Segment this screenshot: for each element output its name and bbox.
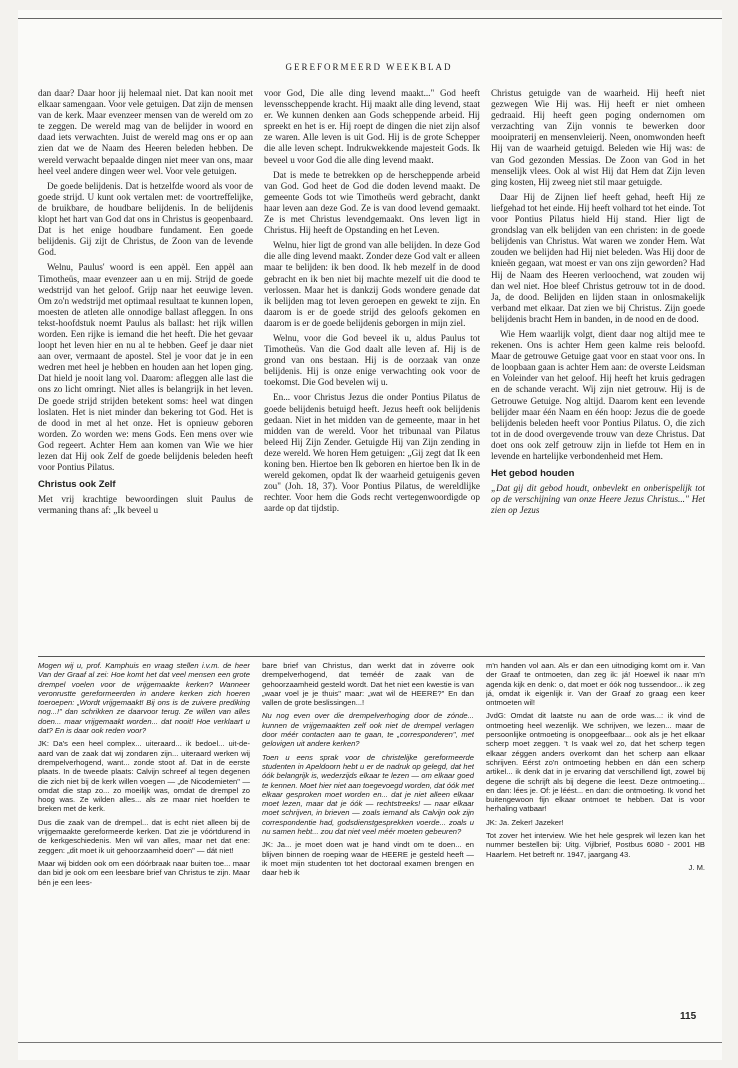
interview-answer: bare brief van Christus, dan werkt dat in zóverre ook drempelverhogend, dat teméér de zaak van de gehoorzaamheid gesteld wordt. Dat het niet een kwestie is van „waar voel je je thuis" maar: „wat wil de HEERE?" En dan vallen de grote beslissingen...! [262,661,474,708]
interview-answer: JvdG: Omdat dit laatste nu aan de orde was...: ik vind de ontmoeting heel wezenlijk. We schrijven, we lezen... maar de persoonlijke ontmoeting is onopgeefbaar... ook als je het elkaar scherp moet zeggen. 't Is vaak wel zo, dat het scherp tegen elkaar zéggen anders overkomt dan het scherp aan elkaar schrijven. Eérst zo'n ontmoeting hebben en dán een scherp artikel... ik denk dat in je ervaring dat verschillend ligt, zowel bij degene die schrijft als bij degene die leest. Deze ontmoeting... en dan: lées je. Of: je léést... en dan: die ontmoeting. Ik vond het buitengewoon fijn elkaar ontmoet te hebben. Dat is voor herhaling vatbaar! [486,711,705,814]
paragraph: „Dat gij dit gebod houdt, onbevlekt en onberispelijk tot op de verschijning van onze Heere Jezus Christus..." Het zien op Jezus [491,483,705,516]
paragraph: Dat is mede te betrekken op de herscheppende arbeid van God. God heet de God die doden levend maakt. De gemeente Gods tot wie Timotheüs werd gebracht, dankt haar leven aan deze God. Ze is van dood levend gemaakt. Ze is met Christus levendgemaakt. Ons leven ligt in Christus. Hij heeft de Opstanding en het Leven. [264,169,480,236]
paragraph: De goede belijdenis. Dat is hetzelfde woord als voor de goede strijd. U kunt ook vertalen met: de voortreffelijke, de bruikbare, de houdbare belijdenis. In de belijdenis klopt het hart van God dat ons in Christus is geopenbaard. Dat is het enige houdbare fundament. Een goede belijdenis. Gij zijt de Christus, de Zoon van de levende God. [38,180,253,258]
interview-column-3 [486,661,705,991]
article-column-1 [38,88,253,652]
author-signature: J. M. [688,862,705,872]
section-heading: Het gebod houden [491,468,575,480]
interview-answer: m'n handen vol aan. Als er dan een uitnodiging komt om ir. Van der Graaf te ontmoeten, dan zeg ik: já! Hoewel ik naar m'n agenda kijk en denk: o, dat moet er óók nog tussendoor... ik zeg já, omdat ik eigenlijk ir. Van der Graaf zo graag een keer ontmoeten wil! [486,661,705,708]
paragraph: Welnu, Paulus' woord is een appèl. Een appèl aan Timotheüs, maar evenzeer aan u en mij. Strijd de goede wedstrijd van het geloof. Grijp naar het eeuwige leven. Om zo'n wedstrijd met optimaal resultaat te kunnen lopen, moesten de atleten alle onnodige ballast afleggen. In ons tekst-hoofdstuk noemt Paulus als ballast: het rijk willen worden. Een rijke is iemand die het heeft. Die het gevaar loopt het leven hier en nu al te hebben. Geef je daar niet aan over, vermaant de apostel. Stel je voor dat je in een wedren met heel je hebben en houden aan het lopen ging. Dat hield je nooit lang vol. Daarom: afleggen alle last die ons zo licht omringt. Niet alles is belangrijk in het leven. De goede strijd strijden betekent soms: heel wat dingen loslaten. Het is niet minder dan bekering tot God. Het is de dood in met al het onze. Het is opnieuw geboren worden. Zo worden we: mens Gods. Een mens over wie God regeert. Achter Hem aan komen van Wie we hier lezen dat Hij ook Zelf de goede belijdenis beleden heeft voor Pontius Pilatus. [38,262,253,473]
interview-column-1 [38,661,250,1046]
interview-question: Toen u eens sprak voor de christelijke gereformeerde studenten in Apeldoorn hebt u er de nadruk op gelegd, dat het óók belangrijk is, wederzijds elkaar te lezen — om elkaar goed te kennen. Moet hier niet aan toegevoegd worden, dat óók met elkaar gesproken moet worden en... dat je niet alleen elkaar moet lezen, maar dat je óók — rechtstreeks! — naar elkaar moet schrijven, in brieven — zoals iemand als Calvijn ook zijn correspondentie had, godsdienstgesprekken voerde... zoals u nu samen hebt... zou dat niet veel méér moeten gebeuren? [262,752,474,837]
paragraph: Welnu, hier ligt de grond van alle belijden. In deze God die alle ding levend maakt. Zonder deze God valt er alleen maar te belijden: ik ben dood. Ik heb mezelf in de dood gebracht en ik ben niet bij machte mezelf uit die dood te verlossen. Maar het is dankzij Gods wondere genade dat ik belijden mag tot leven geroepen en gewekt te zijn. En daarom is er de goede strijd des geloofs gekomen en daarom is er de goede belijdenis geborgen in mijn ziel. [264,240,480,328]
interview-answer: JK: Da's een heel complex... uiteraard... ik bedoel... uit-de-aard van de zaak dat wij zondaren zijn... uiteraard werken wij drempelverhogend, want... zonde stoot af. Dat in de eerste plaats. In de tweede plaats: Calvijn schreef al tegen degenen die zich niet bij de kerk willen voegen — „de Nicodemieten" — omdat die stap zo... zo moeilijk was, omdat de drempel zo hoog was. Ze wilden alles... als ze maar niet hoefden te breken met de kerk. [38,739,250,814]
interview-question: Mogen wij u, prof. Kamphuis en vraag stellen i.v.m. de heer Van der Graaf al zei: Hoe komt het dat veel mensen een grote drempel voelen voor de vrijgemaakte kerken? Wanneer veronrustte gereformeerden in andere kerken zich hoeren toeroepen: „Wordt vrijgemaakt! Bij ons is de zuivere prediking nog...!" dan schrikken ze daarvoor terug. Ze willen van alles doen... maar vrijgemaakt worden... dat nooit! Hoe verklaart u dat? En is daar ook reden voor? [38,661,250,736]
interview-answer: JK: Ja... je moet doen wat je hand vindt om te doen... en blijven binnen de roeping waar de HEERE je gesteld heeft — ik moet mijn studenten tot het doctoraal examen brengen en daar heb ik [262,840,474,878]
interview-answer: Maar wij bidden ook om een dóórbraak naar buiten toe... maar dan bid je ook om een leesbare brief van Christus te zijn. Maar bén je een lees- [38,858,250,887]
paragraph: En... voor Christus Jezus die onder Pontius Pilatus de goede belijdenis betuigd heeft. Jezus heeft ook belijdenis gedaan. Niet in het midden van de gemeente, maar in het midden van de wereld. Voor het tribunaal van Pilatus beleed Hij Zijn Zender. Getuigde Hij van Zijn zending in deze wereld. We horen Hem getuigen: „Gij zegt dat Ik een koning ben. Hiertoe ben Ik geboren en hiertoe ben Ik in de wereld gekomen, opdat Ik der waarheid getuigenis geven zou" (Joh. 18, 37). Voor Pontius Pilatus, de wereldlijke rechter. Voor hem die Gods recht vertegenwoordigde op aarde op dat tijdstip. [264,392,480,514]
article-column-3 [491,88,705,652]
interview-question: Nu nog even over die drempelverhoging door de zónde... kunnen de vrijgemaakten zelf ook niet de drempel verlagen door méér contacten aan te gaan, te „corresponderen", met gelovigen uit andere kerken? [262,711,474,749]
masthead: GEREFORMEERD WEEKBLAD [285,62,453,72]
interview-closing: Tot zover het interview. Wie het hele gesprek wil lezen kan het nummer bestellen bij: Uitg. Vijlbrief, Postbus 6080 - 2001 HB Haarlem. Het betreft nr. 1947, jaargang 43. [486,831,705,859]
paragraph: dan daar? Daar hoor jij helemaal niet. Dat kan nooit met elkaar samengaan. Voor vele getuigen. Dat zijn de mensen van de kerk. Maar evenzeer mensen van de wereld om zo te zeggen. De wereld mag van de belijder in woord en daad iets verwachten. Juist de wereld mag ons er op aan zien dat we de Naam des Heeren beleden hebben. De wereld verwacht bepaalde dingen niet meer van ons, maar heel veel andere dingen weer wel. Voor vele getuigen. [38,88,253,176]
section-divider [38,656,705,657]
interview-answer: Dus die zaak van de drempel... dat is echt niet alleen bij de vrijgemaakte gereformeerde kerken. Dat zie je vóórtdurend in de kerkgeschiedenis. Men wil van alles, maar net dat ene: zeggen: „dit moet ik uit gehoorzaamheid doen" — dát niet! [38,817,250,855]
paragraph: Welnu, voor die God beveel ik u, aldus Paulus tot Timotheüs. Van die God daalt alle leven af. Hij is de grond van ons bestaan. Hij is de oorzaak van onze belijdenis. Hij is onze enige verwachting ook voor de toekomst. Die God bevelen wij u. [264,332,480,388]
paragraph: Met vrij krachtige bewoordingen sluit Paulus de vermaning thans af: „Ik beveel u [38,494,253,516]
paragraph: voor God, Die alle ding levend maakt..." God heeft levensscheppende kracht. Hij maakt alle ding levend, staat er. We kunnen denken aan Gods scheppende arbeid. Hij spreekt en het is er. Hij roept de dingen die niet zijn alsof ze waren. Alle leven is uit God. Hij is de grote Schepper die alle leven schept. Indrukwekkende majesteit Gods. Ik beveel u voor God die alle ding levend maakt. [264,88,480,165]
paragraph: Christus getuigde van de waarheid. Hij heeft niet gezwegen Wie Hij was. Hij heeft er niet omheen gedraaid. Hij heeft geen poging ondernomen om verzachting van Zijn vonnis te bewerken door mooipraterij en mensenvleierij. Neen, onomwonden heeft Hij van de waarheid getuigd. Beleden wie Hij was: de van God gezonden Messias. De Zoon van God in het menselijk vlees. Ook al wist Hij dat Hem dat Zijn leven ging kosten, Hij zweeg niet stil maar getuigde. [491,88,705,187]
article-column-2 [264,88,480,652]
interview-column-2 [262,661,474,1046]
paragraph: Wie Hem waarlijk volgt, dient daar nog altijd mee te rekenen. Ons is achter Hem geen kalme reis beloofd. Maar de getrouwe Getuige gaat voor en staat voor ons. In de loopbaan gaan is achter Hem aan: de overste Leidsman en Voleinder van het geloof. Hij heeft het kruis gedragen en de schande veracht. Wij zijn niet getrouw. Hij is de Getrouwe Getuige. Nog altijd. Daarom kent een levende belijder maar één Naam en één hoop: Jezus die de goede belijdenis beleden heeft voor Pontius Pilatus. O, die zich tot in de dood overgevende trouw van deze Christus. Dat doet ons ook zelf getrouw zijn in liefde tot Hem en in levende en hartelijke verbondenheid met Hem. [491,328,705,461]
page-number: 115 [680,1011,697,1022]
section-heading: Christus ook Zelf [38,479,116,491]
top-rule [18,18,722,19]
bottom-rule [18,1042,722,1043]
paragraph: Daar Hij de Zijnen lief heeft gehad, heeft Hij ze liefgehad tot het einde. Hij heeft volhard tot het einde. Tot voor Pontius Pilatus hield Hij stand. Hier ligt de grondslag van elk belijden van een christen: in de goede belijdenis van Christus. Wat waren we zonder Hem. Wat zouden we belijden had Hij niet beleden. Was Hij door de knieën gegaan, wat moest er van ons zijn geworden? Had Hij de Naam des Heeren verloochend, wat zouden wij dan wel niet. Hoe bleef Christus getrouw tot in de dood. Ja, de dood. Belijden en lijden staan in onlosmakelijk verband met elkaar. Dat zien we bij Christus. Zijn goede belijdenis bracht Hem in banden, in de nood en de dood. [491,191,705,324]
interview-answer: JK: Ja. Zeker! Jazeker! [486,817,564,827]
